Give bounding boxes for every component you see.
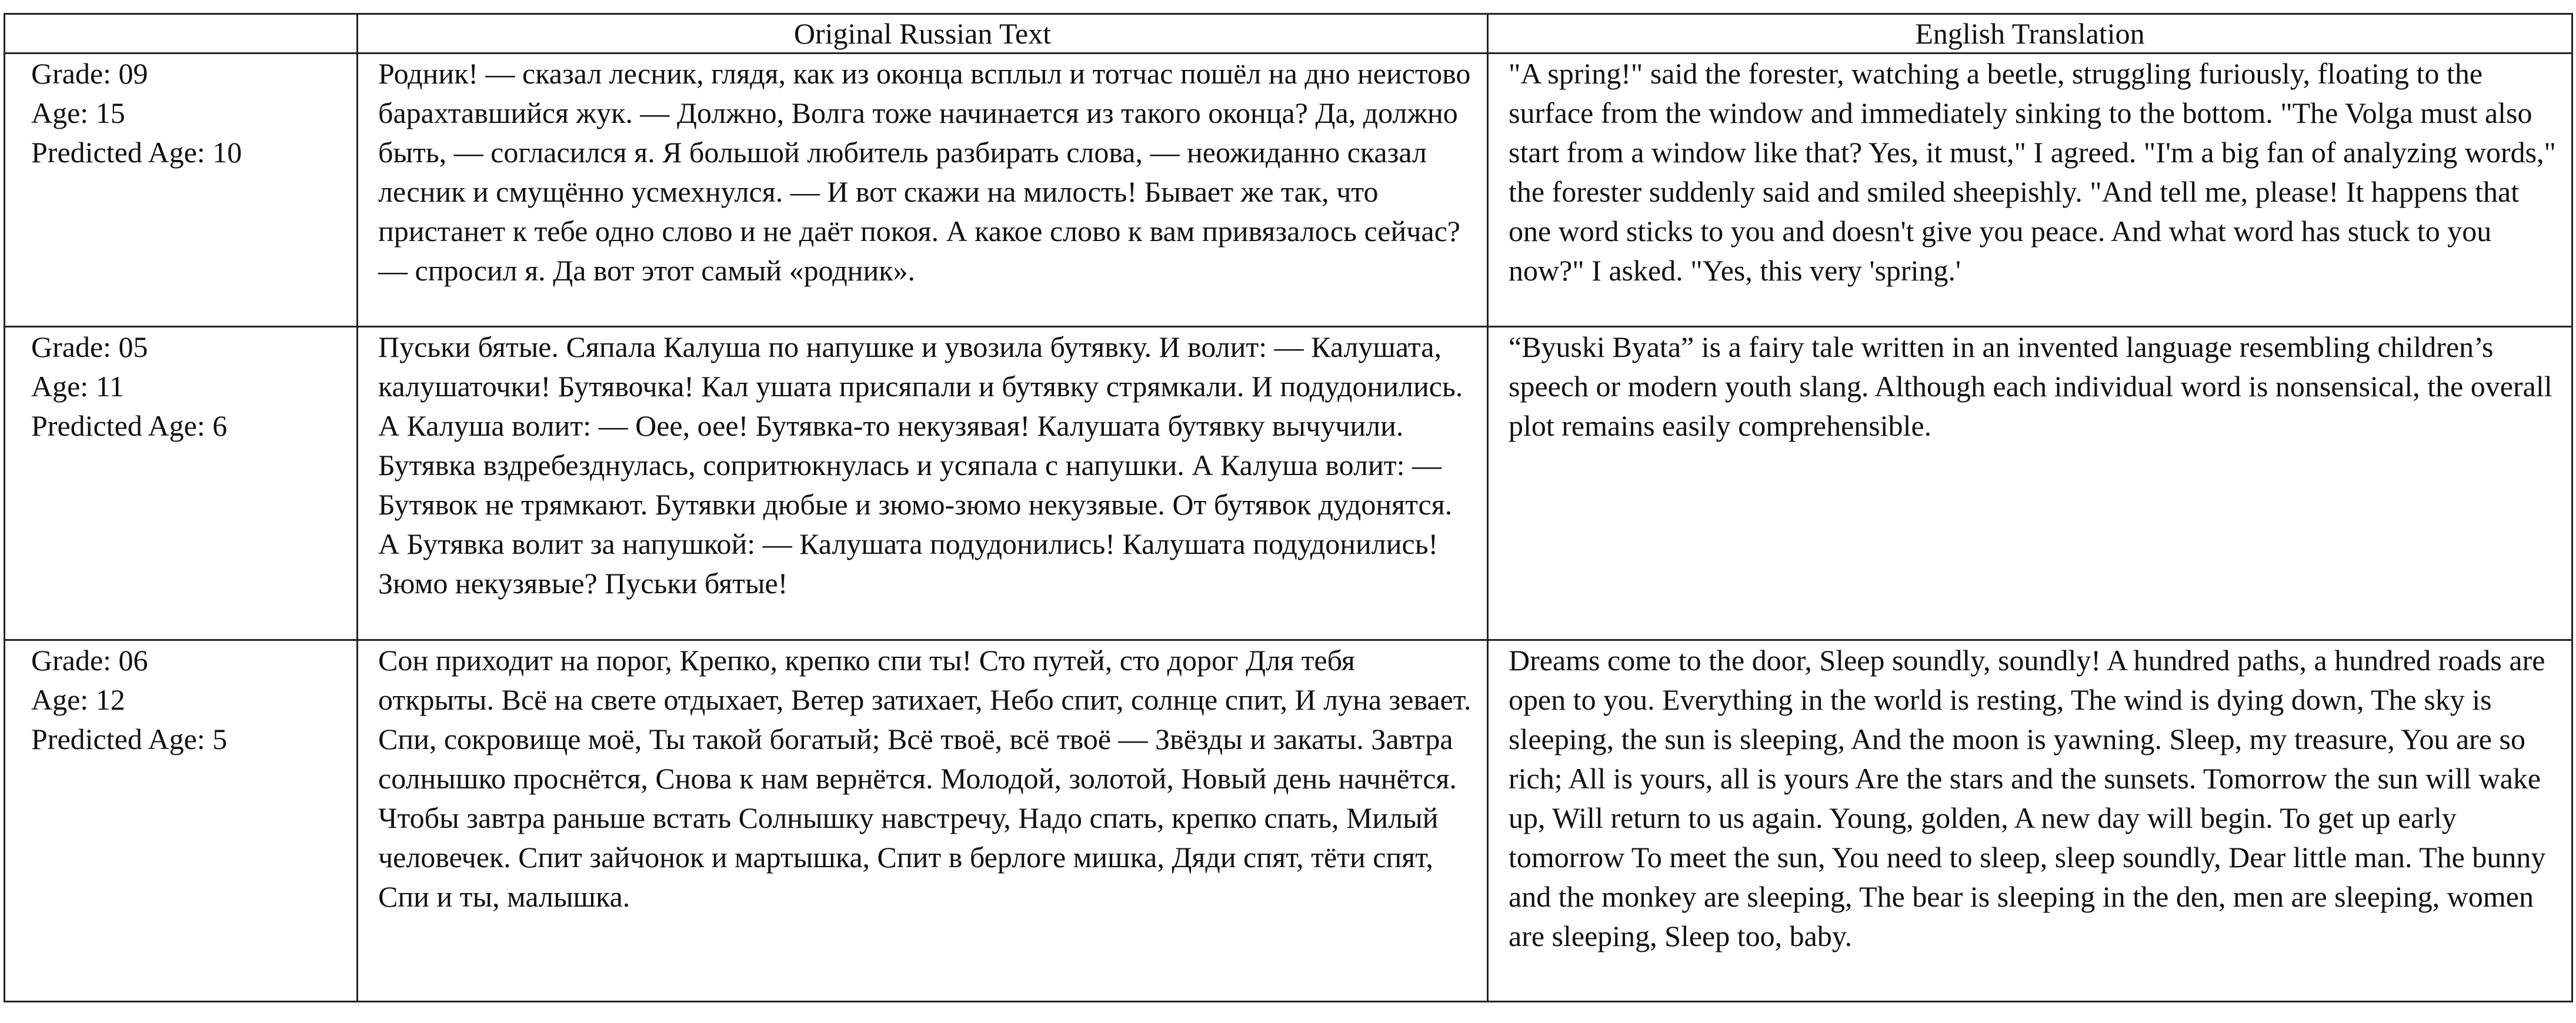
table-row (5, 640, 2572, 1002)
predicted-age-label: Predicted Age: 10 (31, 136, 242, 169)
russian-text-cell: Родник! — сказал лесник, глядя, как из оконца всплыл и тотчас пошёл на дно неистово барахтавшийся жук. — Должно, Волга тоже начинается из такого оконца? Да, должно быть, — согласился я. Я большой любитель разбирать слова, — неожиданно сказал лесник и смущённо усмехнулся. — И вот скажи на милость! Бывает же так, что пристанет к тебе одно слово и не даёт покоя. А какое слово к вам привязалось сейчас? — спросил я. Да вот этот самый «родник». (358, 54, 1488, 327)
header-metadata (5, 14, 358, 54)
table-row (5, 327, 2572, 640)
header-original-russian: Original Russian Text (358, 14, 1488, 54)
header-english-translation: English Translation (1488, 14, 2572, 54)
english-text-cell: "A spring!" said the forester, watching a beetle, struggling furiously, floating to the surface from the window and immediately sinking to the bottom. "The Volga must also start from a window like that? Yes, it must," I agreed. "I'm a big fan of analyzing words," the forester suddenly said and smiled sheepishly. "And tell me, please! It happens that one word sticks to you and doesn't give you peace. And what word has stuck to you now?" I asked. "Yes, this very 'spring.' (1488, 54, 2572, 327)
grade-label: Grade: 06 (31, 644, 148, 677)
russian-text-cell: Сон приходит на порог, Крепко, крепко спи ты! Сто путей, сто дорог Для тебя открыты. Всё на свете отдыхает, Ветер затихает, Небо спит, солнце спит, И луна зевает. Спи, сокровище моё, Ты такой богатый; Всё твоё, всё твоё — Звёзды и закаты. Завтра солнышко проснётся, Снова к нам вернётся. Молодой, золотой, Новый день начнётся. Чтобы завтра раньше встать Солнышку навстречу, Надо спать, крепко спать, Милый человечек. Спит зайчонок и мартышка, Спит в берлоге мишка, Дяди спят, тёти спят, Спи и ты, малышка. (358, 640, 1488, 1002)
age-label: Age: 12 (31, 683, 125, 716)
age-label: Age: 11 (31, 370, 124, 403)
predicted-age-label: Predicted Age: 6 (31, 409, 228, 442)
english-text-cell: “Byuski Byata” is a fairy tale written in an invented language resembling children’s speech or modern youth slang. Although each individual word is nonsensical, the overall plot remains easily comprehensible. (1488, 327, 2572, 640)
translation-table (4, 13, 2573, 1002)
grade-label: Grade: 09 (31, 57, 148, 90)
predicted-age-label: Predicted Age: 5 (31, 723, 228, 755)
translation-table-wrapper (0, 13, 2576, 1002)
english-text-cell: Dreams come to the door, Sleep soundly, soundly! A hundred paths, a hundred roads are open to you. Everything in the world is resting, The wind is dying down, The sky is sleeping, the sun is sleeping, And the moon is yawning. Sleep, my treasure, You are so rich; All is yours, all is yours Are the stars and the sunsets. Tomorrow the sun will wake up, Will return to us again. Young, golden, A new day will begin. To get up early tomorrow To meet the sun, You need to sleep, sleep soundly, Dear little man. The bunny and the monkey are sleeping, The bear is sleeping in the den, men are sleeping, women are sleeping, Sleep too, baby. (1488, 640, 2572, 1002)
table-header-row (5, 14, 2572, 54)
russian-text-cell: Пуськи бятые. Сяпала Калуша по напушке и увозила бутявку. И волит: — Калушата, калушаточки! Бутявочка! Кал ушата присяпали и бутявку стрямкали. И подудонились. А Калуша волит: — Оее, оее! Бутявка-то некузявая! Калушата бутявку вычучили. Бутявка вздребезднулась, сопритюкнулась и усяпала с напушки. А Калуша волит: — Бутявок не трямкают. Бутявки дюбые и зюмо-зюмо некузявые. От бутявок дудонятся. А Бутявка волит за напушкой: — Калушата подудонились! Калушата подудонились! Зюмо некузявые? Пуськи бятые! (358, 327, 1488, 640)
table-row (5, 54, 2572, 327)
grade-label: Grade: 05 (31, 330, 148, 363)
row-metadata-cell (5, 54, 358, 327)
row-metadata-cell (5, 327, 358, 640)
age-label: Age: 15 (31, 96, 125, 129)
row-metadata-cell (5, 640, 358, 1002)
